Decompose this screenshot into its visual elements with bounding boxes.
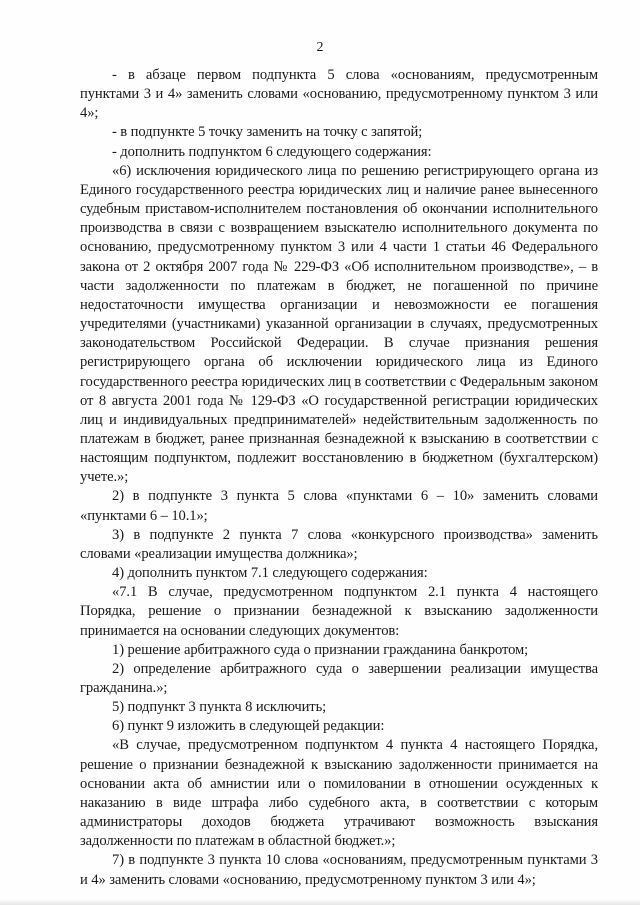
- paragraph-amend-subpoint-5-punctuation: - в подпункте 5 точку заменить на точку с запятой;: [112, 124, 423, 141]
- paragraph-subpoint-6-text: «6) исключения юридического лица по решению регистрирующего органа из Единого государственного реестра юридических лиц и наличие ранее вынесенного судебным приставом-исполнителем постановления об окончании исполнительного производства в связи с возвращением взыскателю исполнительного документа по основанию, предусмотренному пунктом 3 или 4 части 1 статьи 46 Федерального закона от 2 октября 2007 года № 229-ФЗ «Об исполнительном производстве», – в части задолженности по платежам в бюджет, не погашенной по причине недостаточности имущества организации и невозможности ее погашения учредителями (участниками) указанной организации в случаях, предусмотренных законодательством Российской Федерации. В случае признания решения регистрирующего органа об исключении юридического лица из Единого государственного реестра юридических лиц в соответствии с Федеральным законом от 8 августа 2001 года № 129-ФЗ «О государственной регистрации юридических лиц и индивидуальных предпринимателей» недействительным задолженность по платежам в бюджет, ранее признанная безнадежной к взысканию в соответствии с настоящим подпунктом, подлежит восстановлению в бюджетном (бухгалтерском) учете.»;: [80, 162, 598, 486]
- paragraph-amend-subpoint-5-first-paragraph: - в абзаце первом подпункта 5 слова «основаниям, предусмотренным пунктами 3 и 4» заменить словами «основанию, предусмотренному пунктом 3 или 4»;: [80, 67, 598, 122]
- paragraph-item-6-point-9: 6) пункт 9 изложить в следующей редакции:: [112, 718, 385, 735]
- paragraph-item-5-point-8: 5) подпункт 3 пункта 8 исключить;: [112, 699, 327, 716]
- paragraph-point-9-text: «В случае, предусмотренном подпунктом 4 пункта 4 настоящего Порядка, решение о признании безнадежной к взысканию задолженности принимается на основании акта об амнистии или о помиловании в отношении осужденных к наказанию в виде штрафа либо судебного акта, в соответствии с которым администраторы доходов бюджета утрачивают возможность взыскания задолженности по платежам в областной бюджет.»;: [80, 737, 598, 850]
- document-body: [80, 66, 598, 890]
- paragraph-add-subpoint-6-intro: - дополнить подпунктом 6 следующего содержания:: [112, 143, 432, 160]
- paragraph-point-7-1-text: «7.1 В случае, предусмотренном подпунктом 2.1 пункта 4 настоящего Порядка, решение о признании безнадежной к взысканию задолженности принимается на основании следующих документов:: [80, 584, 598, 639]
- paragraph-document-1: 1) решение арбитражного суда о признании гражданина банкротом;: [112, 641, 529, 658]
- paragraph-item-4-add-point-7-1: 4) дополнить пунктом 7.1 следующего содержания:: [112, 565, 428, 582]
- page-number: 2: [316, 40, 324, 55]
- scan-edge-decoration: [0, 899, 640, 905]
- paragraph-document-2: 2) определение арбитражного суда о завершении реализации имущества гражданина.»;: [80, 660, 598, 696]
- paragraph-item-2-point-5: 2) в подпункте 3 пункта 5 слова «пунктами 6 – 10» заменить словами «пунктами 6 – 10.1»;: [80, 488, 598, 524]
- paragraph-item-7-point-10: 7) в подпункте 3 пункта 10 слова «основаниям, предусмотренным пунктами 3 и 4» заменить словами «основанию, предусмотренному пунктом 3 или 4»;: [80, 852, 598, 888]
- paragraph-item-3-point-7: 3) в подпункте 2 пункта 7 слова «конкурсного производства» заменить словами «реализации имущества должника»;: [80, 526, 598, 562]
